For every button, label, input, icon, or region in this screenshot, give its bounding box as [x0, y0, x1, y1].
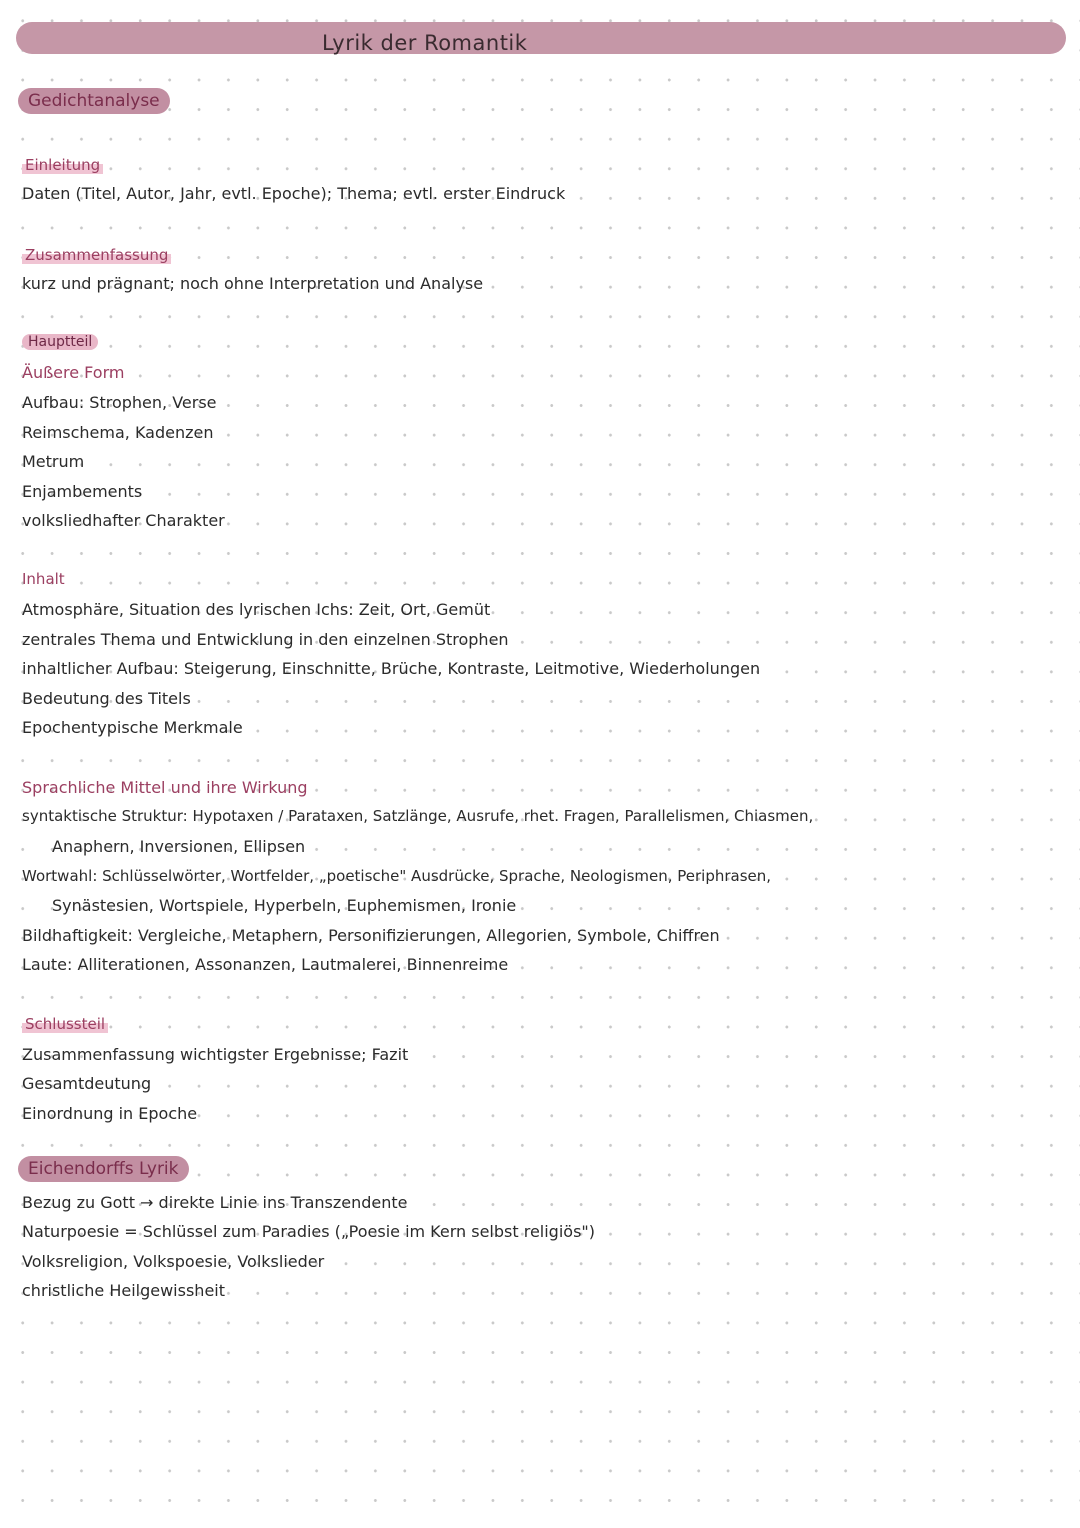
- heading-aeussere-form: Äußere Form: [22, 363, 125, 382]
- inhalt-line: Bedeutung des Titels: [22, 689, 191, 708]
- heading-einleitung: Einleitung: [22, 156, 103, 174]
- inhalt-line: zentrales Thema und Entwicklung in den einzelnen Strophen: [22, 630, 509, 649]
- form-line: Enjambements: [22, 482, 143, 501]
- inhalt-line: inhaltlicher Aufbau: Steigerung, Einschnitte, Brüche, Kontraste, Leitmotive, Wiederholungen: [22, 659, 761, 678]
- inhalt-line: Atmosphäre, Situation des lyrischen Ichs: Zeit, Ort, Gemüt: [22, 600, 491, 619]
- form-line: Reimschema, Kadenzen: [22, 423, 214, 442]
- heading-schlussteil: Schlussteil: [22, 1015, 108, 1033]
- sprache-line: Bildhaftigkeit: Vergleiche, Metaphern, Personifizierungen, Allegorien, Symbole, Chiffren: [22, 926, 720, 945]
- sprache-line: syntaktische Struktur: Hypotaxen / Parataxen, Satzlänge, Ausrufe, rhet. Fragen, Parallelismen, Chiasmen,: [22, 807, 814, 825]
- form-line: Aufbau: Strophen, Verse: [22, 393, 217, 412]
- eichendorff-line: Naturpoesie = Schlüssel zum Paradies („Poesie im Kern selbst religiös"): [22, 1222, 596, 1241]
- title-banner: [16, 22, 1066, 54]
- section-eichendorff: Eichendorffs Lyrik: [18, 1156, 189, 1182]
- zusammenfassung-line: kurz und prägnant; noch ohne Interpretation und Analyse: [22, 274, 484, 293]
- schluss-line: Gesamtdeutung: [22, 1074, 152, 1093]
- sprache-line: Laute: Alliterationen, Assonanzen, Lautmalerei, Binnenreime: [22, 955, 509, 974]
- sprache-line: Anaphern, Inversionen, Ellipsen: [52, 837, 306, 856]
- eichendorff-line: Bezug zu Gott → direkte Linie ins Transzendente: [22, 1193, 408, 1212]
- heading-inhalt: Inhalt: [22, 570, 65, 588]
- form-line: Metrum: [22, 452, 85, 471]
- form-line: volksliedhafter Charakter: [22, 511, 225, 530]
- heading-sprachliche-mittel: Sprachliche Mittel und ihre Wirkung: [22, 778, 308, 797]
- schluss-line: Zusammenfassung wichtigster Ergebnisse; Fazit: [22, 1045, 409, 1064]
- eichendorff-line: christliche Heilgewissheit: [22, 1281, 225, 1300]
- sprache-line: Wortwahl: Schlüsselwörter, Wortfelder, „poetische" Ausdrücke, Sprache, Neologismen, Periphrasen,: [22, 867, 772, 885]
- eichendorff-line: Volksreligion, Volkspoesie, Volkslieder: [22, 1252, 325, 1271]
- section-gedichtanalyse: Gedichtanalyse: [18, 88, 170, 114]
- page-title: Lyrik der Romantik: [322, 31, 528, 55]
- schluss-line: Einordnung in Epoche: [22, 1104, 198, 1123]
- einleitung-line: Daten (Titel, Autor, Jahr, evtl. Epoche); Thema; evtl. erster Eindruck: [22, 184, 566, 203]
- sprache-line: Synästesien, Wortspiele, Hyperbeln, Euphemismen, Ironie: [52, 896, 517, 915]
- heading-hauptteil: Hauptteil: [22, 334, 98, 350]
- inhalt-line: Epochentypische Merkmale: [22, 718, 243, 737]
- heading-zusammenfassung: Zusammenfassung: [22, 246, 171, 264]
